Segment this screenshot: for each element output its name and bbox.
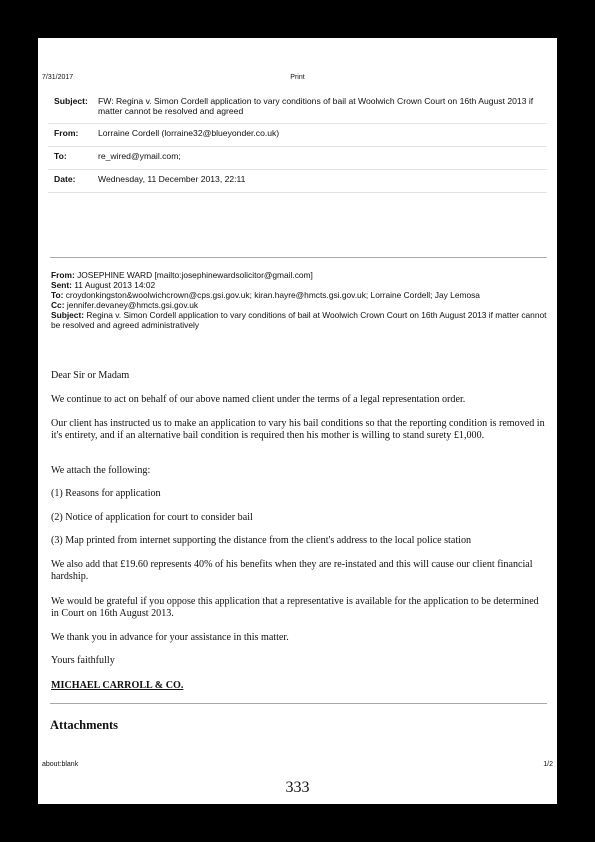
fwd-cc-label: Cc: <box>51 300 65 310</box>
divider-bottom <box>50 703 547 704</box>
letter-paragraph-2: Our client has instructed us to make an application to vary his bail conditions so that the reporting condition is removed in it's entirety, and if an alternative bail condition is required then his mother is willing to stand surety £1,000. <box>51 418 545 441</box>
letter-paragraph-1: We continue to act on behalf of our above named client under the terms of a legal representation order. <box>51 394 466 405</box>
fwd-from-label: From: <box>51 270 75 280</box>
fwd-cc-value: jennifer.devaney@hmcts.gsi.gov.uk <box>66 300 199 310</box>
divider-top <box>50 257 547 258</box>
letter-paragraph-3: We attach the following: <box>51 465 151 476</box>
email-to-row <box>48 147 547 170</box>
fwd-subject-value: Regina v. Simon Cordell application to vary conditions of bail at Woolwich Crown Court on 16th August 2013 if matter cannot be resolved and agreed administratively <box>51 310 547 330</box>
letter-signature: MICHAEL CARROLL & CO. <box>51 680 184 691</box>
attachment-item-2: (2) Notice of application for court to consider bail <box>51 512 253 523</box>
email-from-label: From: <box>48 124 98 147</box>
page-number: 333 <box>285 779 310 796</box>
letter-paragraph-4: We also add that £19.60 represents 40% of his benefits when they are re-instated and this will cause our client financial hardship. <box>51 559 533 582</box>
email-subject-label: Subject: <box>48 93 98 124</box>
email-to-value: re_wired@ymail.com; <box>98 147 547 170</box>
email-header-table <box>48 93 547 193</box>
email-date-label: Date: <box>48 170 98 193</box>
email-to-label: To: <box>48 147 98 170</box>
email-from-row <box>48 124 547 147</box>
letter-paragraph-5: We would be grateful if you oppose this application that a representative is available for the application to be determined in Court on 16th August 2013. <box>51 596 539 619</box>
print-footer-url: about:blank <box>42 761 79 768</box>
email-date-value: Wednesday, 11 December 2013, 22:11 <box>98 170 547 193</box>
fwd-to-value: croydonkingston&woolwichcrown@cps.gsi.gov.uk; kiran.hayre@hmcts.gsi.gov.uk; Lorraine Cordell; Jay Lemosa <box>65 290 480 300</box>
print-date: 7/31/2017 <box>42 74 74 81</box>
fwd-from-value: JOSEPHINE WARD [mailto:josephinewardsolicitor@gmail.com] <box>77 270 313 280</box>
letter-closing: Yours faithfully <box>51 655 115 666</box>
printed-page <box>38 38 557 804</box>
email-subject-row <box>48 93 547 124</box>
forwarded-header <box>51 270 549 330</box>
fwd-sent-value: 11 August 2013 14:02 <box>74 280 156 290</box>
print-title: Print <box>290 74 305 81</box>
attachment-item-3: (3) Map printed from internet supporting the distance from the client's address to the local police station <box>51 535 472 546</box>
print-footer-page: 1/2 <box>543 761 553 768</box>
fwd-sent-label: Sent: <box>51 280 72 290</box>
letter-greeting: Dear Sir or Madam <box>51 370 130 381</box>
attachments-heading: Attachments <box>50 718 119 732</box>
email-subject-value: FW: Regina v. Simon Cordell application to vary conditions of bail at Woolwich Crown Court on 16th August 2013 if matter cannot be resolved and agreed <box>98 93 547 124</box>
fwd-subject-label: Subject: <box>51 310 85 320</box>
email-from-value: Lorraine Cordell (lorraine32@blueyonder.co.uk) <box>98 124 547 147</box>
fwd-to-label: To: <box>51 290 64 300</box>
letter-paragraph-6: We thank you in advance for your assistance in this matter. <box>51 632 289 643</box>
email-date-row <box>48 170 547 193</box>
attachment-item-1: (1) Reasons for application <box>51 488 161 499</box>
